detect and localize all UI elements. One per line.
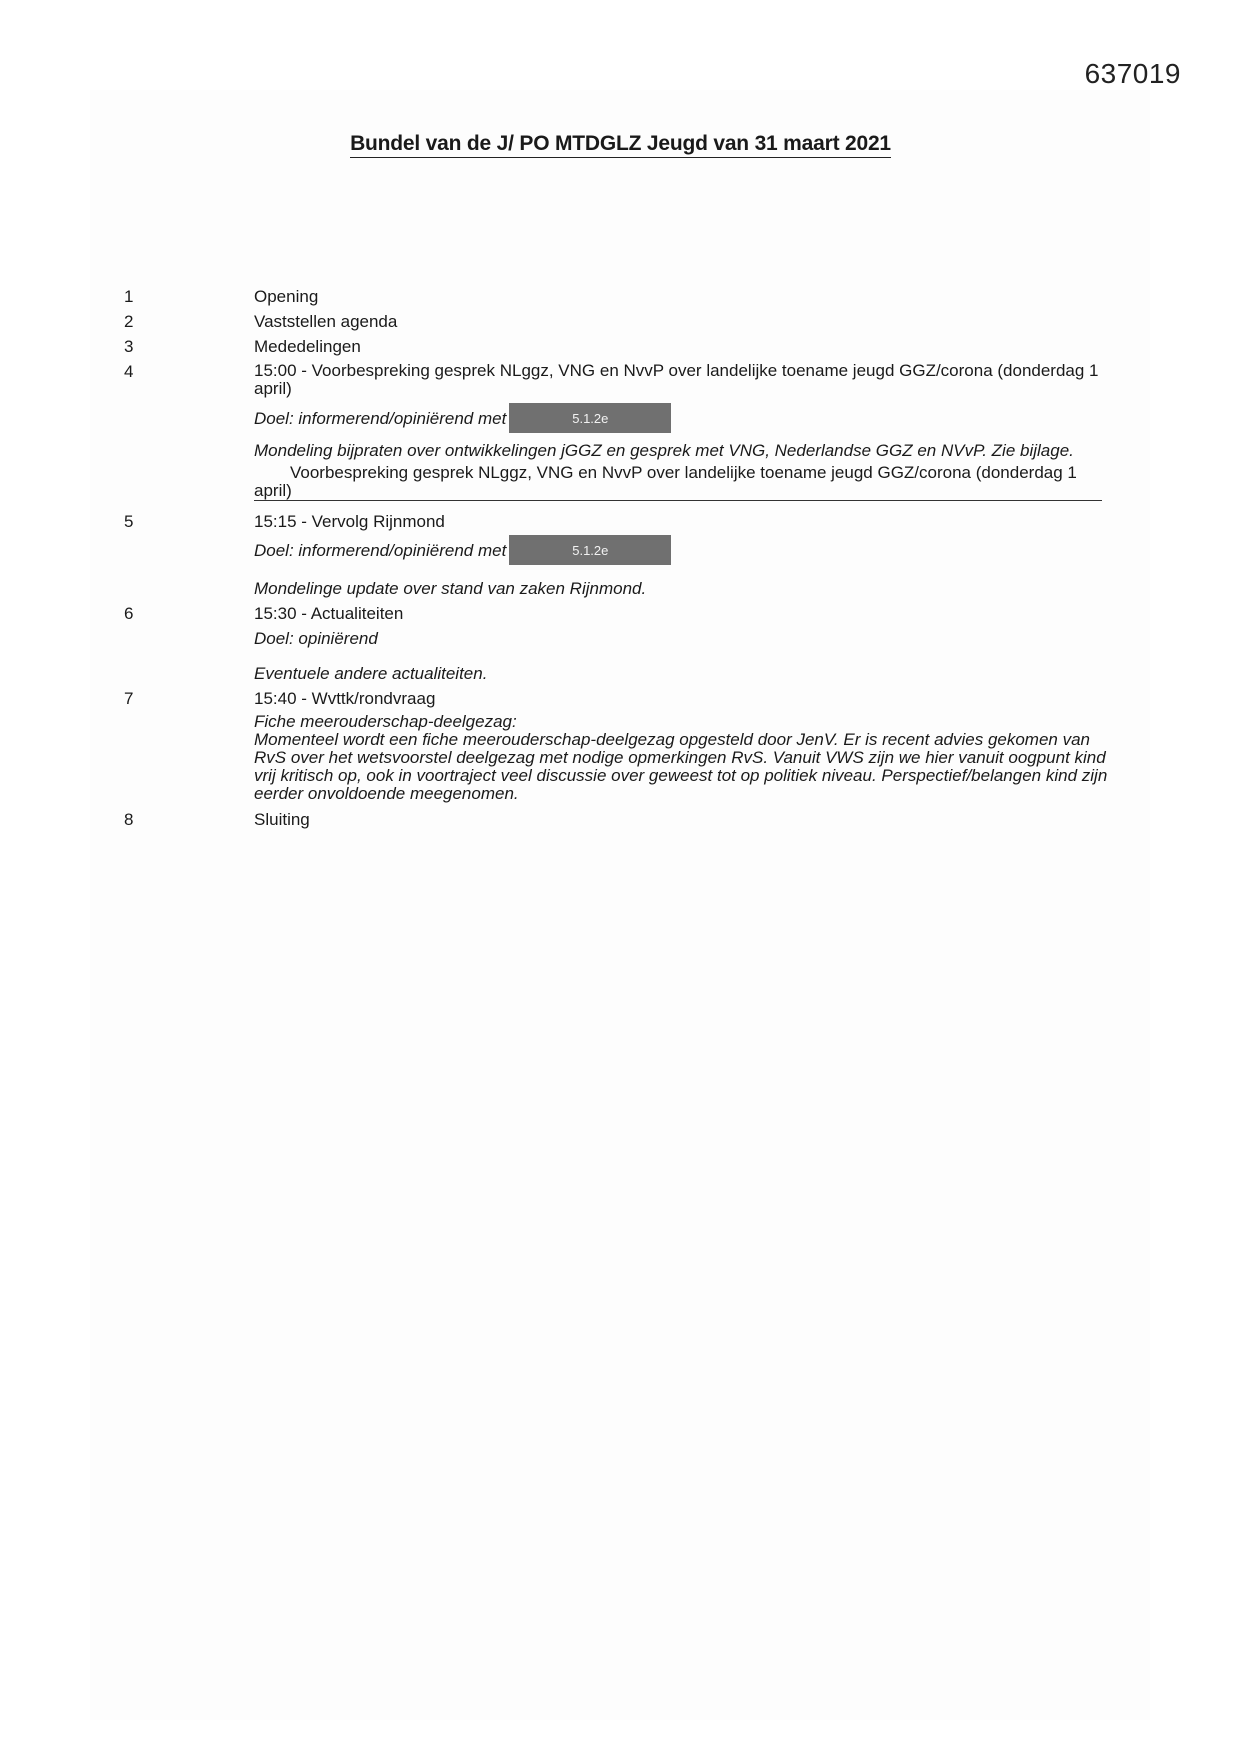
document-number: 637019 xyxy=(1084,58,1181,89)
agenda-item-description: Eventuele andere actualiteiten. xyxy=(254,664,488,683)
doel-text: Doel: opiniërend xyxy=(254,629,378,648)
attachment-link[interactable]: Voorbespreking gesprek NLggz, VNG en NvvP over landelijke toename jeugd GGZ/corona (donderdag 1 april) xyxy=(254,464,1102,501)
agenda-list xyxy=(124,284,1124,832)
agenda-item-number: 2 xyxy=(124,312,134,331)
agenda-item-description: Mondelinge update over stand van zaken Rijnmond. xyxy=(254,579,647,598)
agenda-item-body xyxy=(254,359,1124,509)
agenda-item-subject: 15:00 - Voorbespreking gesprek NLggz, VNG en NvvP over landelijke toename jeugd GGZ/corona (donderdag 1 april) xyxy=(254,361,1099,398)
agenda-item-3 xyxy=(124,334,1124,359)
agenda-item-subject: Vaststellen agenda xyxy=(254,312,398,331)
agenda-item-subject: Mededelingen xyxy=(254,337,361,356)
doel-text: Doel: informerend/opiniërend met xyxy=(254,540,507,560)
agenda-item-subject: 15:40 - Wvttk/rondvraag xyxy=(254,689,436,708)
agenda-item-subject: 15:15 - Vervolg Rijnmond xyxy=(254,512,445,531)
agenda-item-number: 7 xyxy=(124,689,134,708)
agenda-item-number: 5 xyxy=(124,512,134,531)
redaction-block: 5.1.2e xyxy=(509,535,671,565)
agenda-item-subject: 15:30 - Actualiteiten xyxy=(254,604,404,623)
agenda-item-8 xyxy=(124,807,1124,832)
agenda-item-subject: Sluiting xyxy=(254,810,310,829)
doel-row xyxy=(254,534,1124,566)
agenda-item-7 xyxy=(124,686,1124,807)
document-title: Bundel van de J/ PO MTDGLZ Jeugd van 31 maart 2021 xyxy=(350,132,891,158)
agenda-item-body xyxy=(254,509,1124,601)
agenda-item-body xyxy=(254,601,1124,686)
agenda-item-6 xyxy=(124,601,1124,686)
agenda-item-2 xyxy=(124,309,1124,334)
agenda-item-body xyxy=(254,686,1124,807)
agenda-item-number: 4 xyxy=(124,362,134,381)
doel-text: Doel: informerend/opiniërend met xyxy=(254,408,507,428)
agenda-item-number: 1 xyxy=(124,287,134,306)
agenda-item-number: 6 xyxy=(124,604,134,623)
agenda-item-description: Mondeling bijpraten over ontwikkelingen jGGZ en gesprek met VNG, Nederlandse GGZ en NVvP. Zie bijlage. xyxy=(254,441,1074,460)
agenda-item-number: 8 xyxy=(124,810,134,829)
agenda-item-5 xyxy=(124,509,1124,601)
agenda-item-number: 3 xyxy=(124,337,134,356)
agenda-item-1 xyxy=(124,284,1124,309)
agenda-item-subject: Opening xyxy=(254,287,319,306)
document-title-container xyxy=(0,132,1241,156)
agenda-item-4 xyxy=(124,359,1124,509)
doel-row xyxy=(254,402,1124,434)
agenda-item-description: Fiche meerouderschap-deelgezag: Momenteel wordt een fiche meerouderschap-deelgezag opgesteld door JenV. Er is recent advies gekomen van RvS over het wetsvoorstel deelgezag met nodige opmerkingen RvS. Vanuit VWS zijn we hier vanuit oogpunt kind vrij kritisch op, ook in voortraject veel discussie over geweest tot op politiek niveau. Perspectief/belangen kind zijn eerder onvoldoende meegenomen. xyxy=(254,712,1108,803)
redaction-block: 5.1.2e xyxy=(509,403,671,433)
